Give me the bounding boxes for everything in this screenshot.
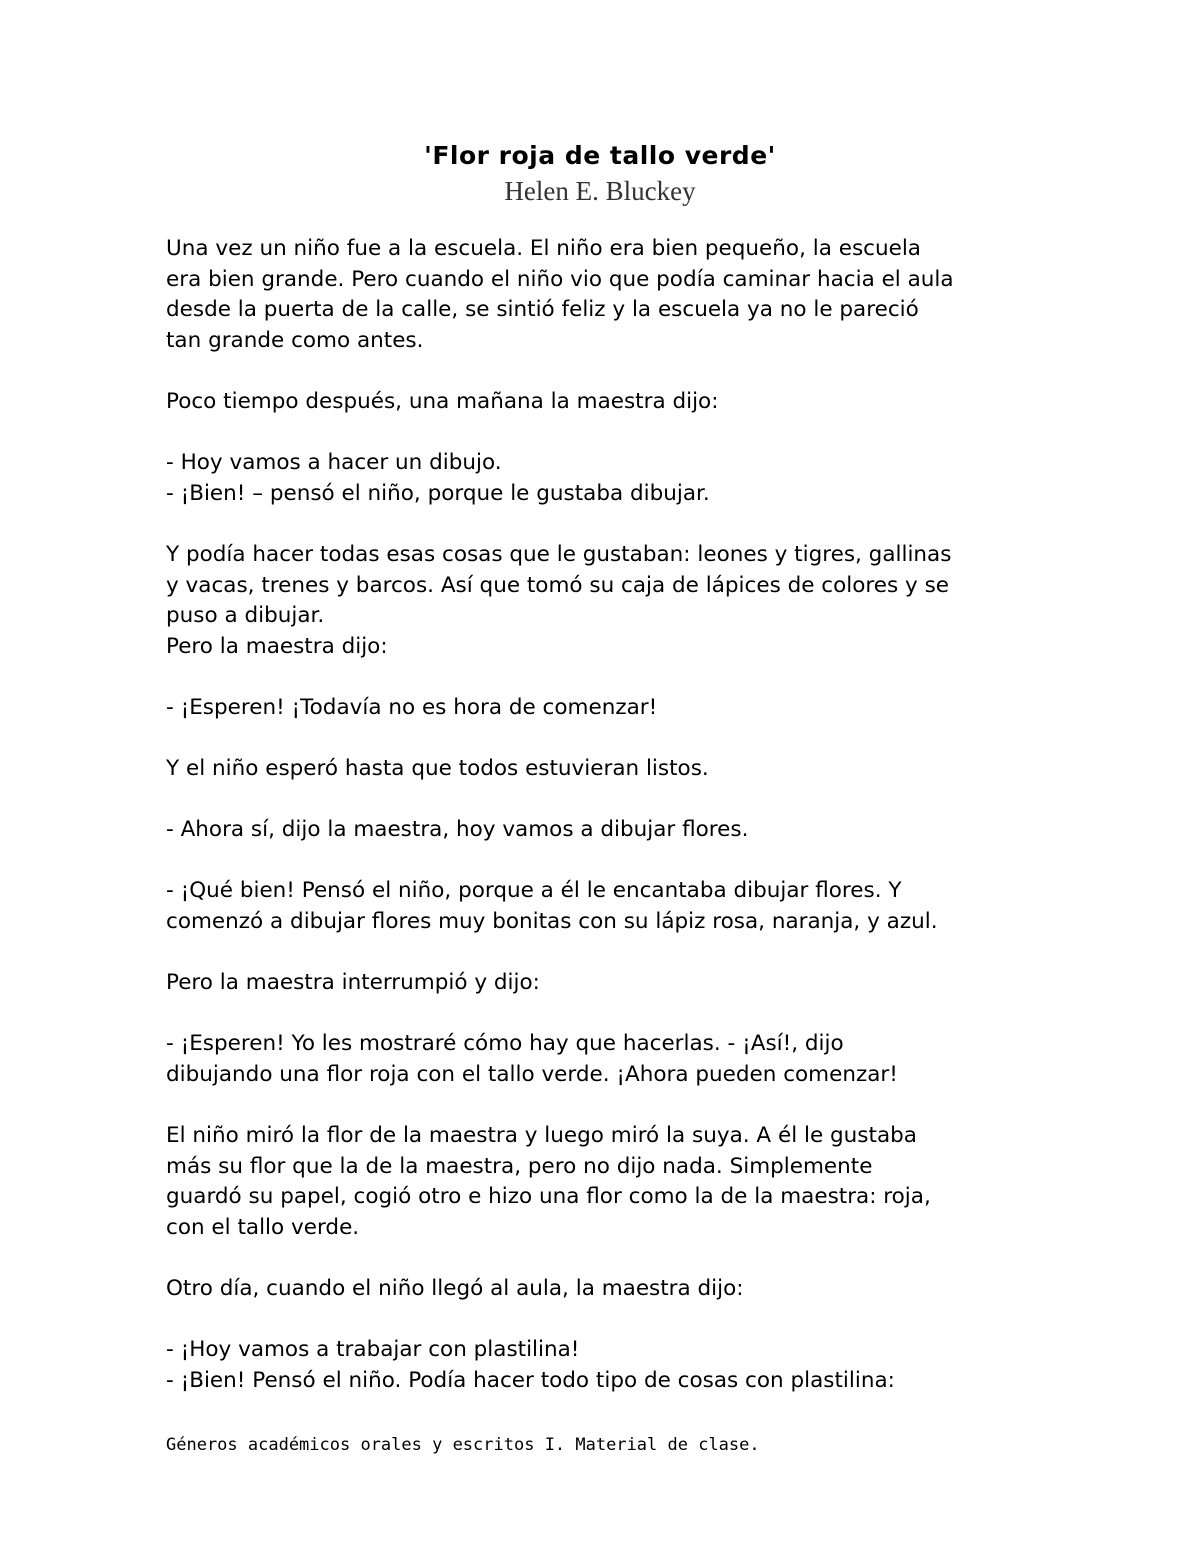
text-line: comenzó a dibujar flores muy bonitas con su lápiz rosa, naranja, y azul.: [166, 909, 938, 935]
text-line: - Hoy vamos a hacer un dibujo.: [166, 450, 502, 476]
text-line: - ¡Bien! – pensó el niño, porque le gustaba dibujar.: [166, 480, 710, 506]
text-line: Pero la maestra dijo:: [166, 633, 388, 659]
text-line: era bien grande. Pero cuando el niño vio que podía caminar hacia el aula: [166, 266, 954, 292]
text-line: dibujando una flor roja con el tallo verde. ¡Ahora pueden comenzar!: [166, 1062, 898, 1088]
text-line: Otro día, cuando el niño llegó al aula, la maestra dijo:: [166, 1276, 744, 1302]
text-line: desde la puerta de la calle, se sintió feliz y la escuela ya no le pareció: [166, 297, 919, 323]
text-line: - ¡Esperen! ¡Todavía no es hora de comenzar!: [166, 694, 658, 720]
document-body: [166, 234, 1046, 1397]
text-line: Y podía hacer todas esas cosas que le gustaban: leones y tigres, gallinas: [166, 541, 952, 567]
text-line: guardó su papel, cogió otro e hizo una flor como la de la maestra: roja,: [166, 1184, 931, 1210]
document-author: Helen E. Bluckey: [504, 176, 696, 206]
text-line: Una vez un niño fue a la escuela. El niño era bien pequeño, la escuela: [166, 236, 921, 261]
text-line: Poco tiempo después, una mañana la maestra dijo:: [166, 388, 719, 414]
text-line: más su flor que la de la maestra, pero no dijo nada. Simplemente: [166, 1153, 873, 1179]
text-line: - ¡Qué bien! Pensó el niño, porque a él le encantaba dibujar flores. Y: [166, 878, 902, 904]
text-line: puso a dibujar.: [166, 603, 325, 629]
text-line: - ¡Esperen! Yo les mostraré cómo hay que hacerlas. - ¡Así!, dijo: [166, 1031, 844, 1057]
text-line: - ¡Hoy vamos a trabajar con plastilina!: [166, 1337, 580, 1363]
text-line: Pero la maestra interrumpió y dijo:: [166, 970, 540, 996]
text-line: - Ahora sí, dijo la maestra, hoy vamos a dibujar flores.: [166, 817, 749, 843]
text-line: con el tallo verde.: [166, 1215, 360, 1240]
page-footer: Géneros académicos orales y escritos I. Material de clase.: [166, 1435, 760, 1455]
text-line: - ¡Bien! Pensó el niño. Podía hacer todo tipo de cosas con plastilina:: [166, 1367, 895, 1393]
document-title: 'Flor roja de tallo verde': [424, 141, 776, 170]
text-line: Y el niño esperó hasta que todos estuvieran listos.: [166, 756, 709, 782]
text-line: y vacas, trenes y barcos. Así que tomó su caja de lápices de colores y se: [166, 572, 950, 598]
text-line: tan grande como antes.: [166, 327, 424, 353]
text-line: El niño miró la flor de la maestra y luego miró la suya. A él le gustaba: [166, 1123, 917, 1149]
